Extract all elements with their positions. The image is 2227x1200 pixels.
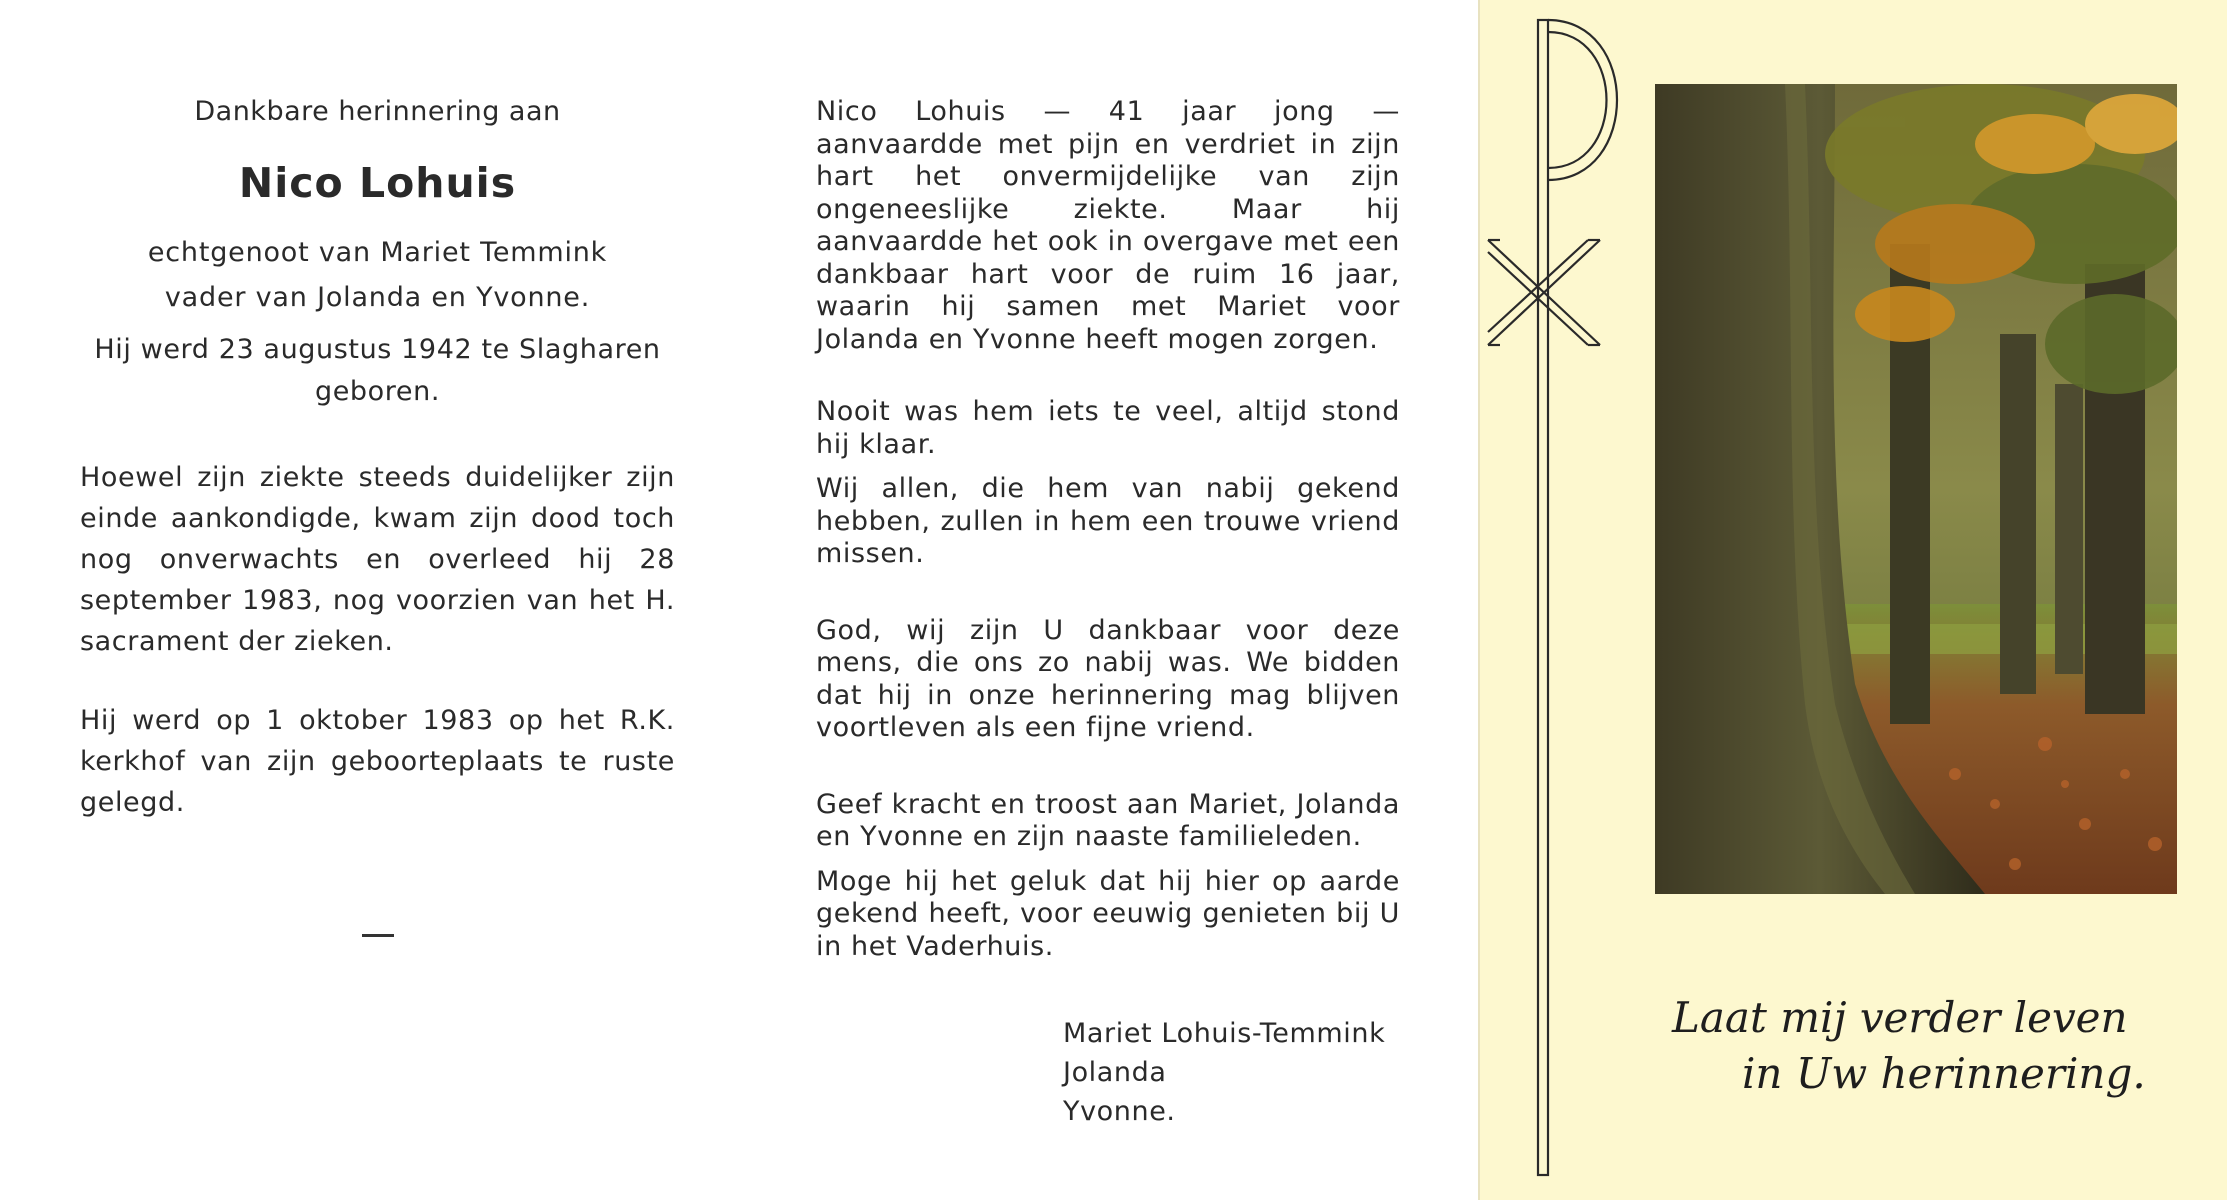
signature-line: Mariet Lohuis-Temmink: [1063, 1018, 1386, 1049]
prayer-paragraph: Moge hij het geluk dat hij hier op aarde gekend heeft, voor eeuwig genieten bij U in het Vaderhuis.: [816, 865, 1400, 962]
spouse-line: echtgenoot van Mariet Temmink: [147, 237, 608, 268]
tribute-paragraph: Nooit was hem iets te veel, altijd stond hij klaar.: [816, 396, 1400, 460]
burial-paragraph: Hij werd op 1 oktober 1983 op het R.K. kerkhof van zijn geboorteplaats te ruste gelegd.: [80, 705, 675, 818]
divider-dash: [362, 934, 394, 937]
father-line: vader van Jolanda en Yvonne.: [164, 282, 591, 313]
quote-line: Laat mij verder leven: [1672, 993, 2128, 1042]
signature-block: [1063, 1014, 1385, 1131]
birth-line: Hij werd 23 augustus 1942 te Slagharen geboren.: [94, 334, 661, 407]
signature-line: Jolanda: [1063, 1057, 1167, 1088]
prayer-paragraph: Geef kracht en troost aan Mariet, Jolanda en Yvonne en zijn naaste familieleden.: [816, 788, 1400, 852]
prayer-paragraph: God, wij zijn U dankbaar voor deze mens, die ons zo nabij was. We bidden dat hij in onze herinnering mag blijven voortleven als een fijne vriend.: [816, 614, 1400, 743]
deceased-name: Nico Lohuis: [238, 159, 517, 207]
cover-panel: [1478, 0, 2227, 1200]
intro-line: Dankbare herinnering aan: [194, 96, 561, 127]
tribute-paragraph: Wij allen, die hem van nabij gekend hebben, zullen in hem een trouwe vriend missen.: [816, 473, 1400, 569]
signature-line: Yvonne.: [1063, 1096, 1176, 1127]
cover-quote: [1660, 990, 2220, 1102]
quote-line: in Uw herinnering.: [1742, 1049, 2146, 1098]
illness-paragraph: Hoewel zijn ziekte steeds duidelijker zijn einde aankondigde, kwam zijn dood toch nog onverwachts en overleed hij 28 september 1983, nog voorzien van het H. sacrament der zieken.: [80, 462, 675, 657]
chi-rho-icon: [1480, 0, 1655, 1200]
tribute-column: [816, 96, 1400, 963]
tribute-paragraph: Nico Lohuis — 41 jaar jong — aanvaardde met pijn en verdriet in zijn hart het onvermijdelijke van zijn ongeneeslijke ziekte. Maar hij aanvaardde het ook in overgave met een dankbaar hart voor de ruim 16 jaar, waarin hij samen met Mariet voor Jolanda en Yvonne heeft mogen zorgen.: [816, 96, 1400, 355]
biography-column: [80, 96, 675, 823]
autumn-forest-photo: [1655, 84, 2177, 894]
